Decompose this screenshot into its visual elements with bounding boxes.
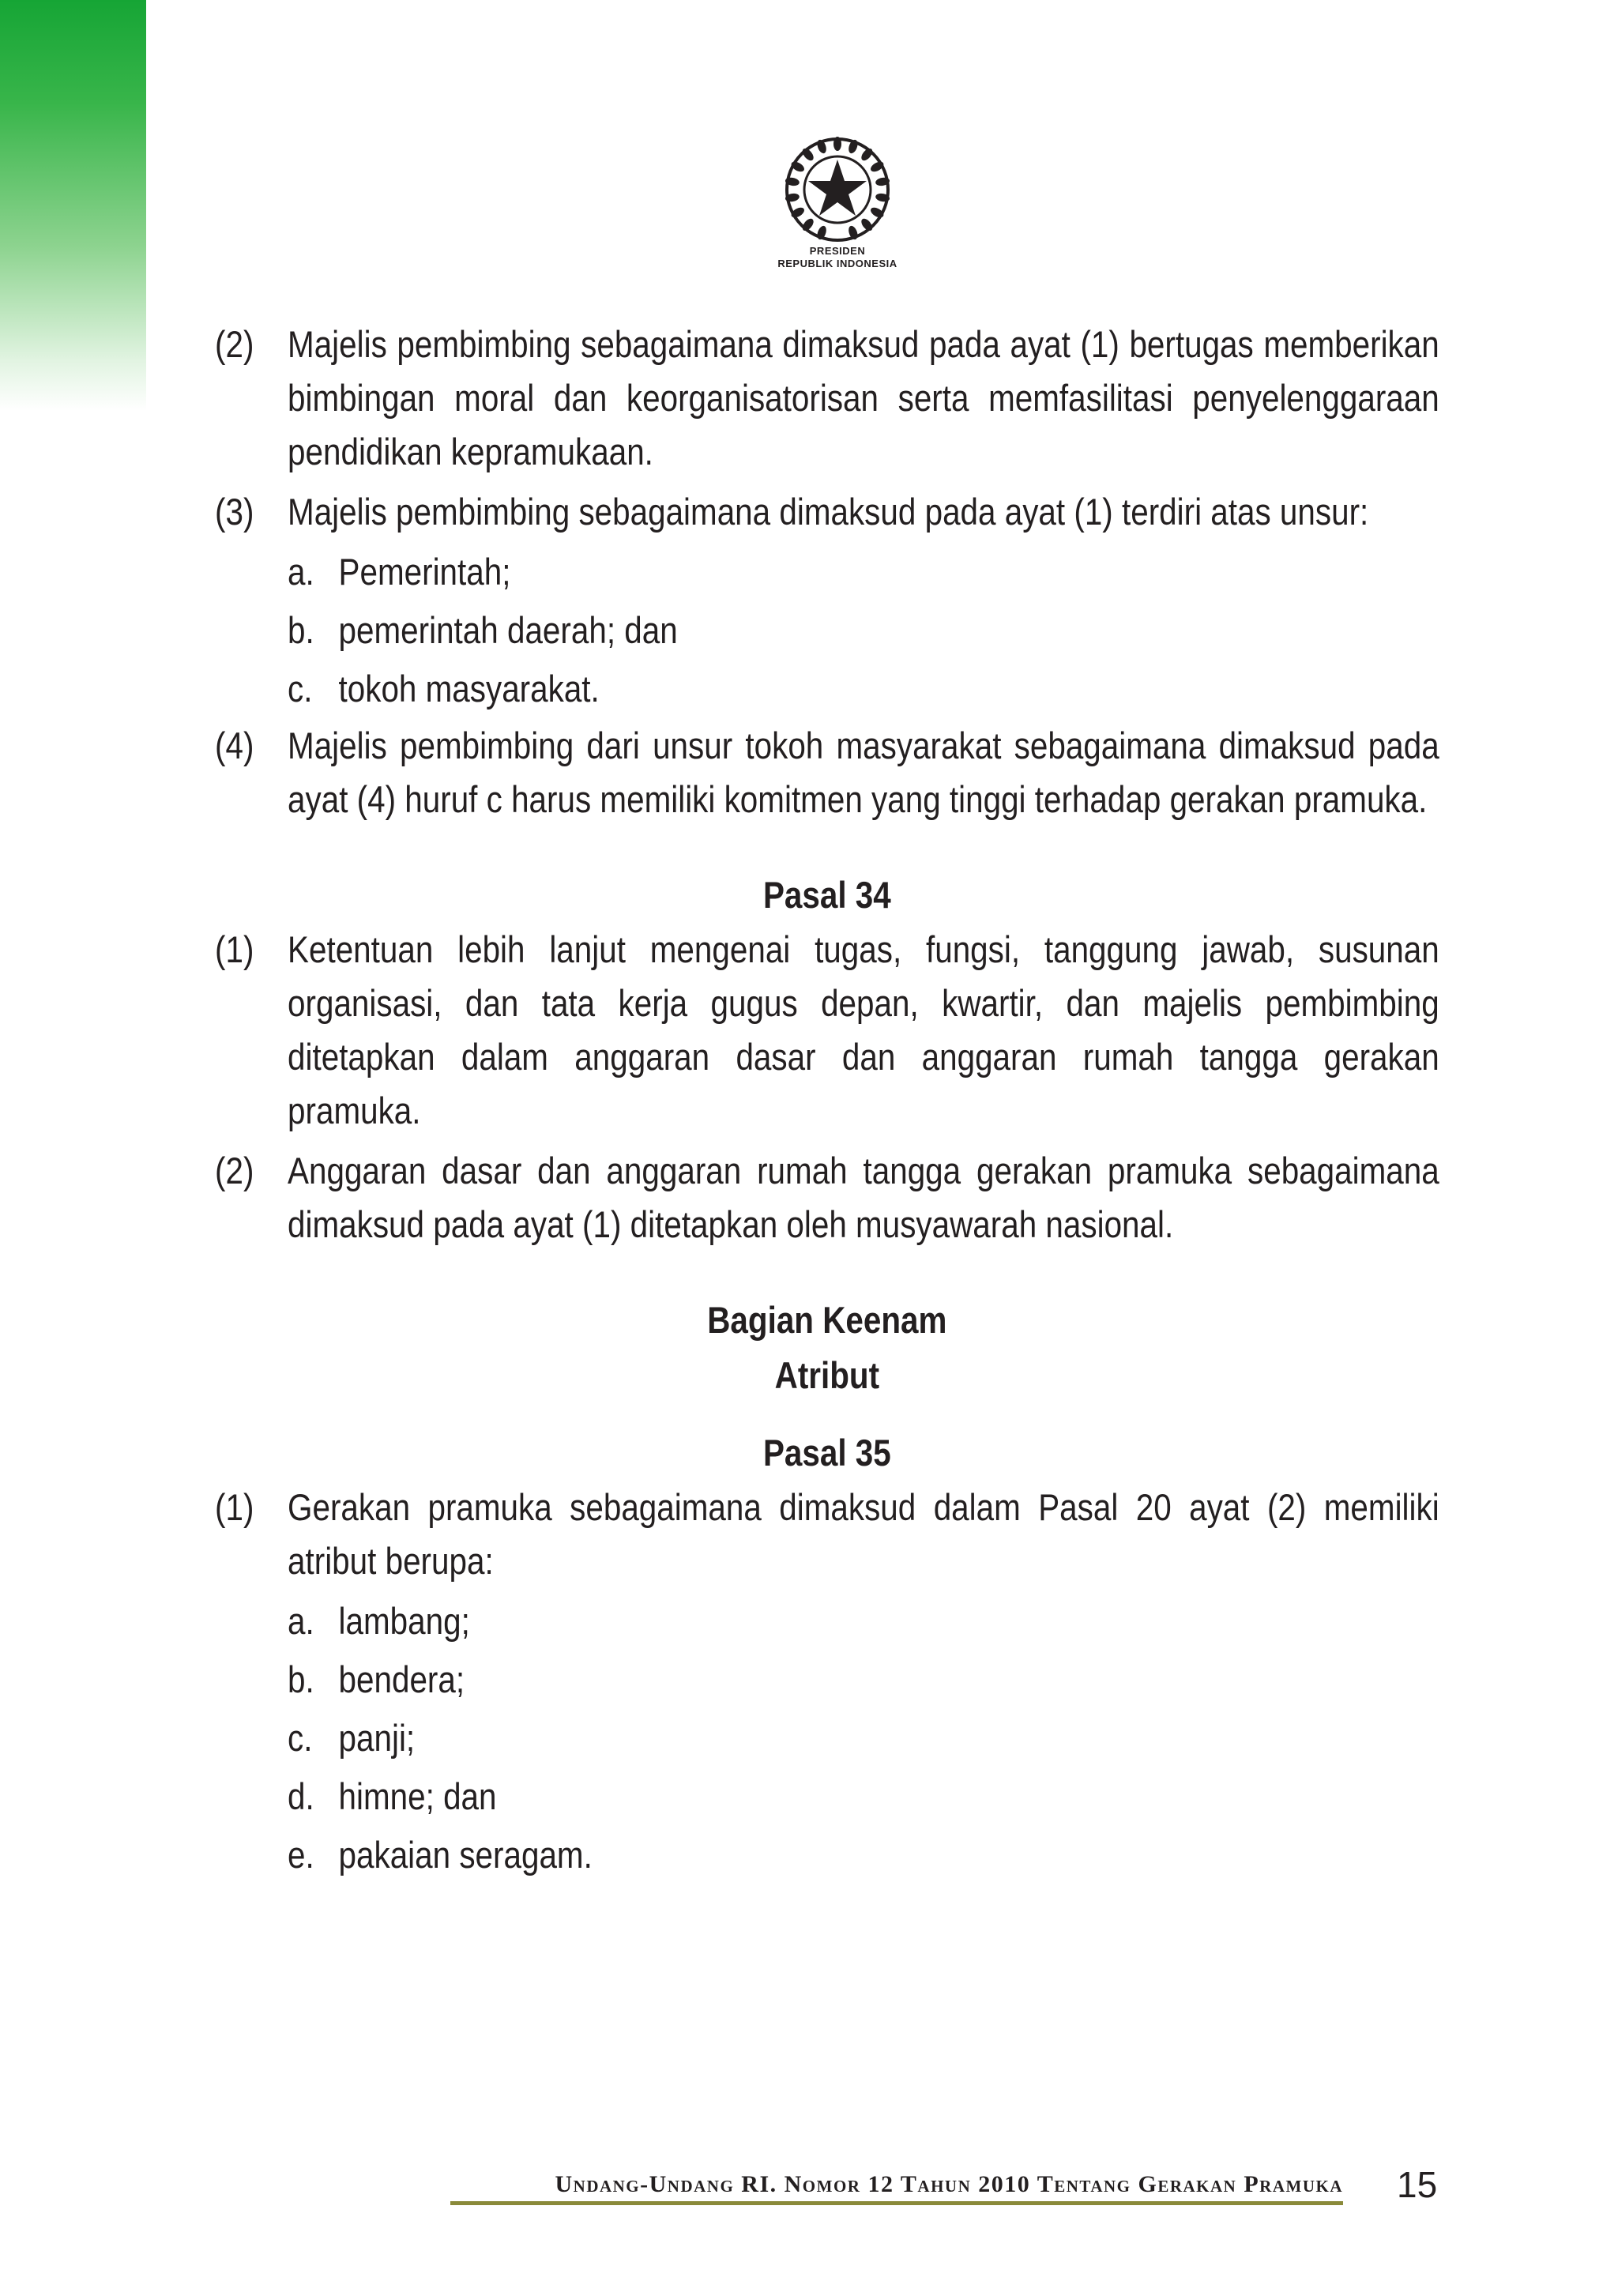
sub-letter: b. — [288, 609, 314, 651]
ayat-item — [215, 485, 1439, 539]
sub-item — [288, 1770, 1439, 1824]
pasal-heading: Pasal 35 — [762, 1432, 891, 1474]
ayat-text: Majelis pembimbing sebagaimana dimaksud pada ayat (1) terdiri atas unsur: — [288, 491, 1369, 533]
page-number: 15 — [1397, 2164, 1438, 2205]
sub-letter: a. — [288, 1600, 314, 1642]
star-wreath-icon — [782, 134, 893, 245]
page-footer — [450, 2171, 1343, 2205]
sub-text: pemerintah daerah; dan — [338, 609, 678, 651]
ayat-item — [215, 719, 1439, 826]
sub-item — [288, 604, 1439, 657]
ayat-text: Gerakan pramuka sebagaimana dimaksud dalam Pasal 20 ayat (2) memiliki atribut berupa: — [288, 1486, 1439, 1582]
sub-item — [288, 545, 1439, 599]
sub-text: himne; dan — [338, 1775, 497, 1817]
green-corner-strip — [0, 0, 146, 411]
sub-text: Pemerintah; — [338, 551, 511, 593]
ayat-item — [215, 318, 1439, 479]
ayat-item — [215, 923, 1439, 1138]
ayat-text: Ketentuan lebih lanjut mengenai tugas, fungsi, tanggung jawab, susunan organisasi, dan tata kerja gugus depan, kwartir, dan majelis pembimbing ditetapkan dalam anggaran dasar dan anggaran rumah tangga gerakan pramuka. — [288, 928, 1439, 1131]
sub-item — [288, 1653, 1439, 1707]
ayat-number: (3) — [215, 491, 254, 533]
emblem-caption-line1: PRESIDEN — [809, 245, 866, 257]
sub-letter: c. — [288, 668, 313, 710]
sub-letter: b. — [288, 1658, 314, 1700]
pasal-heading: Pasal 34 — [762, 874, 891, 916]
bagian-heading: Bagian Keenam — [707, 1299, 947, 1341]
ayat-number: (1) — [215, 1486, 254, 1528]
sub-letter: a. — [288, 551, 314, 593]
sub-list — [215, 545, 1439, 716]
document-body — [215, 318, 1439, 1885]
ayat-item — [215, 1481, 1439, 1588]
sub-item — [288, 1594, 1439, 1648]
sub-letter: c. — [288, 1717, 313, 1759]
sub-letter: d. — [288, 1775, 314, 1817]
sub-text: bendera; — [338, 1658, 465, 1700]
ayat-text: Majelis pembimbing sebagaimana dimaksud pada ayat (1) bertugas memberikan bimbingan moral dan keorganisatorisan serta memfasilitasi penyelenggaraan pendidikan kepramukaan. — [288, 323, 1439, 472]
sub-letter: e. — [288, 1834, 314, 1876]
emblem-caption-line2: REPUBLIK INDONESIA — [777, 258, 897, 269]
sub-item — [288, 1711, 1439, 1765]
sub-text: lambang; — [338, 1600, 470, 1642]
ayat-text: Majelis pembimbing dari unsur tokoh masyarakat sebagaimana dimaksud pada ayat (4) huruf c harus memiliki komitmen yang tinggi terhadap gerakan pramuka. — [288, 725, 1439, 820]
sub-item — [288, 662, 1439, 716]
sub-item — [288, 1828, 1439, 1882]
ayat-number: (4) — [215, 725, 254, 766]
bagian-subheading: Atribut — [774, 1354, 880, 1396]
ayat-number: (1) — [215, 928, 254, 970]
ayat-number: (2) — [215, 1150, 254, 1191]
ayat-text: Anggaran dasar dan anggaran rumah tangga gerakan pramuka sebagaimana dimaksud pada ayat (1) ditetapkan oleh musyawarah nasional. — [288, 1150, 1439, 1245]
footer-rule — [450, 2201, 1343, 2205]
sub-list — [215, 1594, 1439, 1882]
running-title: Undang-Undang RI. Nomor 12 Tahun 2010 Tentang Gerakan Pramuka — [555, 2171, 1343, 2197]
presidential-emblem — [758, 134, 916, 284]
ayat-item — [215, 1144, 1439, 1252]
sub-text: tokoh masyarakat. — [338, 668, 600, 710]
sub-text: panji; — [338, 1717, 416, 1759]
ayat-number: (2) — [215, 323, 254, 365]
sub-text: pakaian seragam. — [338, 1834, 593, 1876]
